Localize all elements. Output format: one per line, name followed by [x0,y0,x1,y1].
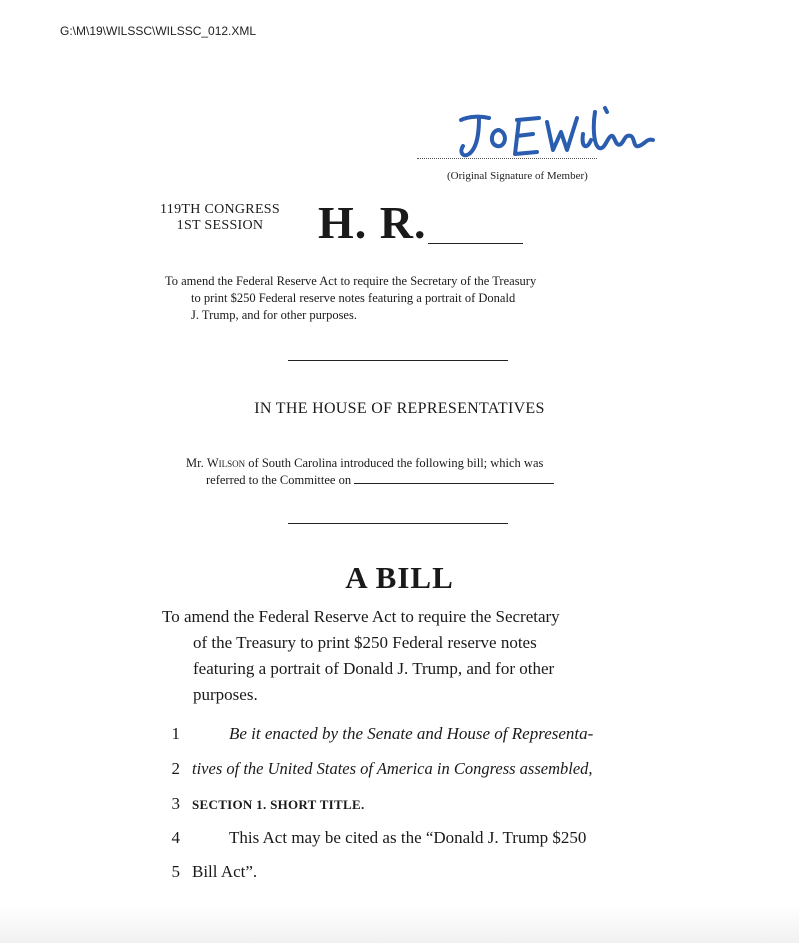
long-title-line-3: featuring a portrait of Donald J. Trump, and for other [193,659,555,678]
divider-bottom [288,523,508,524]
divider-top [288,360,508,361]
intro-prefix: Mr. [186,456,207,470]
section-heading: SECTION 1. SHORT TITLE. [192,797,365,812]
short-summary [165,273,633,324]
chamber-heading: IN THE HOUSE OF REPRESENTATIVES [254,400,545,417]
summary-line-2: to print $250 Federal reserve notes featuring a portrait of Donald [191,291,516,305]
long-title-line-4: purposes. [193,685,258,704]
short-title-line-2: Bill Act”. [192,862,258,881]
bill-heading: A BILL [345,560,454,595]
line-number: 2 [171,759,180,778]
file-path: G:\M\19\WILSSC\WILSSC_012.XML [60,24,257,38]
page-bottom-shadow [0,905,799,943]
bill-number-blank [428,243,523,244]
bill-number-label: H. R. [318,197,427,248]
congress-session [160,202,280,234]
introduction-text [186,455,610,489]
line-number: 1 [171,724,180,743]
short-title-line-1: This Act may be cited as the “Donald J. Trump $250 [229,828,587,847]
session-label: 1ST SESSION [176,218,264,233]
committee-blank [354,473,554,484]
enacting-clause-line-1: Be it enacted by the Senate and House of Representa- [229,724,594,743]
line-number: 5 [171,862,180,881]
summary-line-3: J. Trump, and for other purposes. [191,308,357,322]
intro-text-2: referred to the Committee on [206,473,355,487]
intro-text-1: of South Carolina introduced the following bill; which was [245,456,544,470]
long-title-line-1: To amend the Federal Reserve Act to require the Secretary [162,607,560,626]
congress-label: 119TH CONGRESS [160,202,280,217]
summary-line-1: To amend the Federal Reserve Act to require the Secretary of the Treasury [165,274,537,288]
line-number: 4 [171,828,180,847]
bill-long-title [162,604,632,708]
member-signature [455,104,660,166]
signature-caption: (Original Signature of Member) [447,170,588,182]
long-title-line-2: of the Treasury to print $250 Federal reserve notes [193,633,537,652]
line-number: 3 [171,794,180,813]
intro-member: Wilson [206,456,246,470]
enacting-clause-line-2: tives of the United States of America in Congress assembled, [192,759,593,778]
